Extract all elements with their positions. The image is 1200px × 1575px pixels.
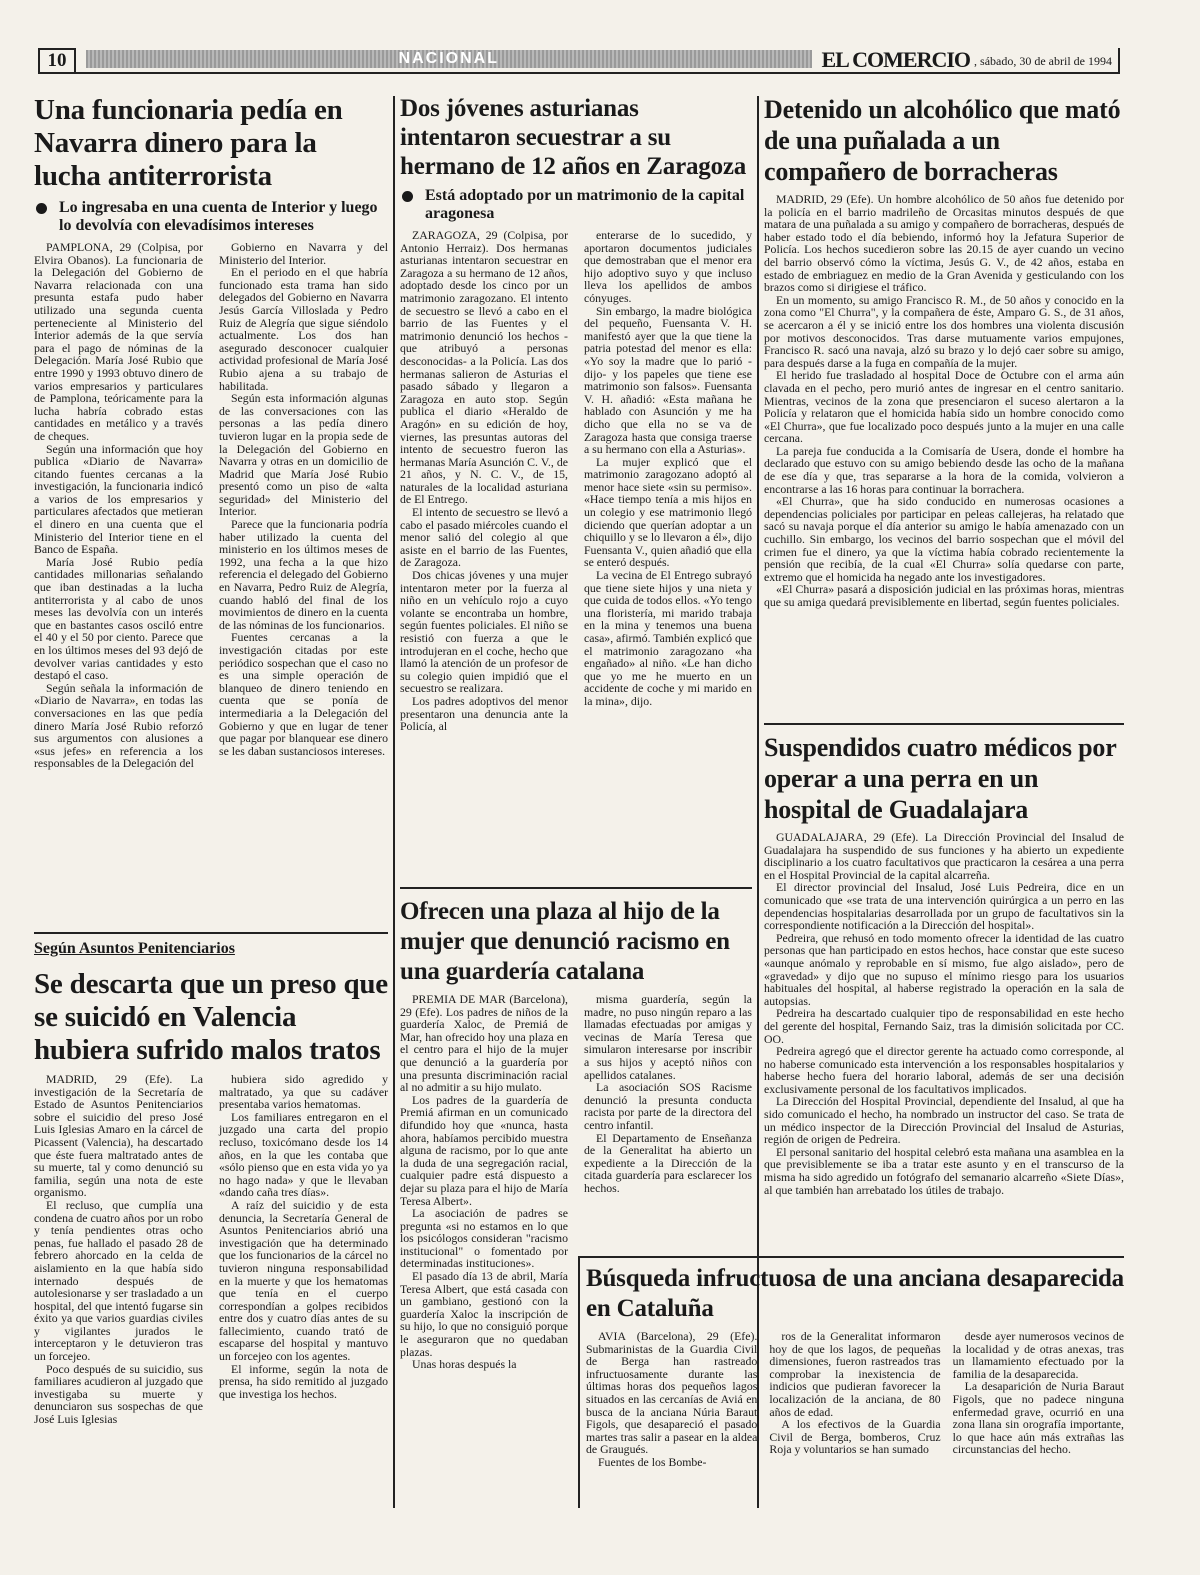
headline: Búsqueda infructuosa de una anciana desaparecida en Cataluña bbox=[586, 1265, 1124, 1322]
paragraph: El personal sanitario del hospital celebró esta mañana una asamblea en la que previsiblemente se iba a tratar este asunto y en el transcurso de la misma ha sido agredido un fotógrafo del semanario alcarreño «Siete Días», al que también han arrebatado los útiles de trabajo. bbox=[764, 1144, 1124, 1197]
paragraph: La mujer explicó que el matrimonio zaragozano adoptó al menor hace siete «sin su permiso». «Hace tiempo tenía a mis hijos en un colegio y ese matrimonio llegó diciendo que querían adoptar a un chiquillo y se lo llevaron a él», dijo Fuensanta V., quien añadió que ella se enteró después. bbox=[584, 454, 752, 570]
paragraph: MADRID, 29 (Efe). La investigación de la Secretaría de Estado de Asuntos Penitenciarios sobre el suicidio del preso José Luis Iglesias Amaro en la cárcel de Picassent (Valencia), ha descartado que éste fuera maltratado antes de su muerte, tal y como denunció su familia, según una nota de este organismo. bbox=[34, 1072, 203, 1200]
paragraph: Dos chicas jóvenes y una mujer intentaron meter por la fuerza al niño en un vehículo rojo a cuyo volante se encontraba un hombre, según fuentes policiales. El niño se resistió con fuerza a que le introdujeran en el coche, hecho que llamó la atención de un profesor de su colegio quien impidió que el secuestro se realizara. bbox=[400, 568, 568, 696]
paragraph: ZARAGOZA, 29 (Colpisa, por Antonio Herraiz). Dos hermanas asturianas intentaron secuestrar en Zaragoza a su hermano de 12 años, adoptado desde los cinco por un matrimonio zaragozano. El intento de secuestro se llevó a cabo en el barrio de las Fuentes y el matrimonio denunció los hechos -que atribuyó a personas desconocidas- a la Policía. Las dos hermanas salieron de Asturias el pasado sábado y llegaron a Zaragoza en auto stop. Según publica el diario «Heraldo de Aragón» en su edición de hoy, viernes, las presuntas autoras del intento de secuestro fueron las hermanas María Asunción C. V., de 21 años, y N. C. V., de 15, naturales de la localidad asturiana de El Entrego. bbox=[400, 228, 568, 507]
paragraph: El Departamento de Enseñanza de la Generalitat ha abierto un expediente a la Dirección de la citada guardería para esclarecer los hechos. bbox=[584, 1130, 752, 1195]
paragraph: La vecina de El Entrego subrayó que tiene siete hijos y una nieta y que cuida de todos ellos. «Yo tengo una floristería, mi marido trabaja en la mina y tenemos una buena casa», afirmó. También explicó que el matrimonio zaragozano «ha engañado» al niño. «Le han dicho que yo me he muerto en un accidente de coche y mi marido en la mina», dijo. bbox=[584, 568, 752, 708]
section-rule bbox=[764, 723, 1124, 725]
paragraph: La asociación SOS Racisme denunció la presunta conducta racista por parte de la directora del centro infantil. bbox=[584, 1080, 752, 1132]
page-number: 10 bbox=[38, 48, 76, 72]
paragraph: Poco después de su suicidio, sus familiares acudieron al juzgado que investigaba su muerte y denunciaron sus sospechas de que José Luis Iglesias bbox=[34, 1361, 203, 1427]
section-banner: NACIONAL bbox=[86, 50, 812, 68]
paragraph: ros de la Generalitat informaron hoy de que los lagos, de pequeñas dimensiones, fueron rastreados tras comprobar la inexistencia de indicios que pudieran favorecer la localización de la anciana, de 80 años de edad. bbox=[769, 1329, 941, 1419]
article-preso bbox=[34, 940, 388, 1426]
paragraph: Según una información que hoy publica «Diario de Navarra» citando fuentes cercanas a la investigación, la funcionaria indicó a varios de los empresarios y particulares afectados que metieran el dinero en una cuenta que el Ministerio del Interior tiene en el Banco de España. bbox=[34, 441, 203, 557]
paragraph: El informe, según la nota de prensa, ha sido remitido al juzgado que investiga los hechos. bbox=[219, 1361, 388, 1401]
paragraph: PREMIA DE MAR (Barcelona), 29 (Efe). Los padres de niños de la guardería Xaloc, de Premiá de Mar, han ofrecido hoy una plaza en el centro para el hijo de la mujer que denunció a la guardería por una presunta discriminación racial al no admitir a su hijo mulato. bbox=[400, 992, 568, 1095]
paragraph: La pareja fue conducida a la Comisaría de Usera, donde el hombre ha declarado que estuvo con su amigo bebiendo desde las ocho de la mañana de ese día y que, tras separarse a la hora de la comida, volvieron a encontrarse a las 16 horas para continuar la borrachera. bbox=[764, 443, 1124, 496]
paragraph: GUADALAJARA, 29 (Efe). La Dirección Provincial del Insalud de Guadalajara ha suspendido de sus funciones y ha abierto un expediente disciplinario a los cuatro facultativos que practicaron la cesárea a una perra en el Hospital Provincial de la capital alcarreña. bbox=[764, 830, 1124, 882]
subheadline bbox=[34, 199, 388, 235]
paragraph: Según esta información algunas de las conversaciones con las personas a las pedía dinero tuvieron lugar en la propia sede de la Delegación del Gobierno en Navarra y otras en un domicilio de Madrid que María José Rubio presentó como un piso de «alta seguridad» del Ministerio del Interior. bbox=[219, 391, 388, 519]
paragraph: En el periodo en el que habría funcionado esta trama han sido delegados del Gobierno en Navarra Jesús García Villoslada y Pedro Ruiz de Alegría que sigue siéndolo actualmente. Los dos han asegurado desconocer cualquier actividad profesional de María José Rubio ajena a su trabajo de habilitada. bbox=[219, 265, 388, 393]
paragraph: Los padres adoptivos del menor presentaron una denuncia ante la Policía, al bbox=[400, 693, 568, 734]
paragraph: enterarse de lo sucedido, y aportaron documentos judiciales que demostraban que el menor era hijo adoptivo suyo y que incluso lleva los apellidos de ambos cónyuges. bbox=[584, 228, 752, 305]
paragraph: AVIA (Barcelona), 29 (Efe). Submarinistas de la Guardia Civil de Berga han rastreado infructuosamente durante las últimas horas dos pequeños lagos situados en las cercanías de Aviá en busca de la anciana Núria Baraut Figols, que desapareció el pasado martes tras salir a pasear en la aldea de Graugués. bbox=[586, 1329, 758, 1457]
kicker: Según Asuntos Penitenciarios bbox=[34, 940, 235, 957]
paragraph: María José Rubio pedía cantidades millonarias señalando que iban destinadas a la lucha antiterrorista y al cabo de unos meses las devolvía con un interés que en bastantes casos osciló entre el 40 y el 50 por ciento. Parece que en los últimos meses del 93 dejó de devolver varias cantidades y esto destapó el caso. bbox=[34, 554, 203, 683]
paragraph: Pedreira agregó que el director gerente ha actuado como corresponde, al no haberse comunicado esta intervención a los responsables hospitalarios y haberse hecho fuera del horario laboral, además de ser una decisión exclusivamente personal de los facultativos implicados. bbox=[764, 1044, 1124, 1096]
paragraph: El director provincial del Insalud, José Luis Pedreira, dice en un comunicado que «se trata de una intervención quirúrgica a un perro en las dependencias hospitalarias desarrollada por un grupo de facultativos sin la correspondiente notificación a la Dirección del hospital». bbox=[764, 880, 1124, 933]
paragraph: Según señala la información de «Diario de Navarra», en todas las conversaciones en las que pedía dinero María José Rubio reforzó sus argumentos con alusiones a «sus jefes» en referencia a los responsables de la Delegación del bbox=[34, 680, 203, 771]
masthead bbox=[38, 48, 1120, 74]
headline: Se descarta que un preso que se suicidó en Valencia hubiera sufrido malos tratos bbox=[34, 968, 388, 1066]
headline: Ofrecen una plaza al hijo de la mujer que denunció racismo en una guardería catalana bbox=[400, 898, 730, 985]
paragraph: Unas horas después la bbox=[412, 1357, 517, 1372]
paragraph: Fuentes cercanas a la investigación citadas por este periódico sospechan que el caso no es una simple operación de blanqueo de dinero teniendo en cuenta que se ponía de intermediaria a la Delegación del Gobierno y que en lugar de tener que pagar por blanquear ese dinero se les daban sustanciosos intereses. bbox=[219, 630, 388, 758]
paragraph: El intento de secuestro se llevó a cabo el pasado miércoles cuando el menor salió del colegio al que asiste en el barrio de las Fuentes, de Zaragoza. bbox=[400, 505, 568, 570]
paragraph: Los padres de la guardería de Premiá afirman en un comunicado difundido hoy que «nunca, hasta ahora, habíamos percibido muestra alguna de racismo, por lo que ante la duda de una segregación racial, cualquier padre está dispuesto a dejar su plaza para el hijo de María Teresa Albert». bbox=[400, 1092, 568, 1208]
paragraph: Pedreira ha descartado cualquier tipo de responsabilidad en este hecho del gerente del hospital, Fernando Saiz, tras la dimisión solicitada por CC. OO. bbox=[764, 1006, 1124, 1046]
paragraph: El pasado día 13 de abril, María Teresa Albert, que está casada con un gambiano, gestionó con la guardería Xaloc la inscripción de su hijo, lo que no consiguió porque le aseguraron que no quedaban plazas. bbox=[400, 1269, 568, 1359]
paragraph: La desaparición de Nuria Baraut Figols, que no padece ninguna enfermedad grave, ocurrió en una zona llana sin orografía importante, lo que hace aún más extrañas las circunstancias del hecho. bbox=[952, 1379, 1124, 1457]
paragraph: Sin embargo, la madre biológica del pequeño, Fuensanta V. H. manifestó ayer que la que tiene la patria potestad del menor es ella: «Yo soy la madre que lo parió -dijo- y los papeles que tiene ese matrimonio son falsos». Fuensanta V. H. añadió: «Esta mañana he hablado con Asunción y me ha dicho que ella no se va de Zaragoza hasta que consiga traerse a su hermano con ella a Asturias». bbox=[584, 303, 752, 457]
paragraph: Parece que la funcionaria podría haber utilizado la cuenta del ministerio en los últimos meses de 1992, una fecha a la que hizo referencia el delegado del Gobierno en Navarra, Pedro Ruiz de Alegría, cuando habló del final de los movimientos de dinero en la cuenta de las nóminas de los funcionarios. bbox=[219, 517, 388, 632]
subheadline-text: Lo ingresaba en una cuenta de Interior y luego lo devolvía con elevadísimos intereses bbox=[59, 199, 378, 234]
article-funcionaria bbox=[34, 94, 388, 906]
bullet-icon bbox=[402, 191, 413, 202]
column-rule bbox=[393, 96, 395, 1508]
paragraph: «El Churra» pasará a disposición judicial en las próximas horas, mientras que su amiga quedará previsiblemente en libertad, según fuentes policiales. bbox=[764, 582, 1124, 609]
bullet-icon bbox=[36, 203, 47, 214]
paragraph: El recluso, que cumplía una condena de cuatro años por un robo y tenía pendientes otras ocho penas, fue hallado el pasado 28 de febrero ahorcado en la celda de aislamiento en la que había sido internado después de autolesionarse y ser trasladado a un hospital, del que intentó fugarse sin éxito ya que varios guardias civiles y vigilantes jurados le interceptaron y le detuvieron tras un forcejeo. bbox=[34, 1197, 203, 1364]
paragraph: PAMPLONA, 29 (Colpisa, por Elvira Obanos). La funcionaria de la Delegación del Gobierno de Navarra relacionada con una presunta estafa pudo haber utilizado una segunda cuenta perteneciente al Ministerio del Interior además de la que servía para el pago de nóminas de la Delegación. María José Rubio que entre 1990 y 1993 obtuvo dinero de varios empresarios y particulares de Pamplona, teóricamente para la lucha habría cobrado estas cantidades en metálico y a través de cheques. bbox=[34, 240, 203, 443]
headline: Dos jóvenes asturianas intentaron secuestrar a su hermano de 12 años en Zaragoza bbox=[400, 95, 747, 180]
paragraph: hubiera sido agredido y maltratado, ya que su cadáver presentaba varios hematomas. bbox=[219, 1072, 388, 1112]
paragraph: misma guardería, según la madre, no puso ningún reparo a las llamadas efectuadas por amigas y vecinas de María Teresa que simularon interesarse por inscribir a sus hijos y aceptó niños con apellidos catalanes. bbox=[584, 992, 752, 1082]
newspaper-name: EL COMERCIO bbox=[821, 47, 971, 72]
paragraph: Fuentes de los Bombe- bbox=[598, 1454, 707, 1469]
paragraph: A los efectivos de la Guardia Civil de Berga, bomberos, Cruz Roja y voluntarios se han sumado bbox=[769, 1417, 941, 1457]
subheadline-text: Está adoptado por un matrimonio de la capital aragonesa bbox=[425, 187, 745, 222]
paragraph: El herido fue trasladado al hospital Doce de Octubre con el arma aún clavada en el pecho, pero murió antes de ingresar en el centro sanitario. Mientras, vecinos de la zona que presenciaron el suceso alertaron a la Policía y relataron que el homicida había sido un hombre conocido como «El Churra», que fue localizado poco después junto a la mujer en una calle cercana. bbox=[764, 368, 1124, 446]
paragraph: Gobierno en Navarra y del Ministerio del Interior. bbox=[219, 240, 388, 267]
paragraph: En un momento, su amigo Francisco R. M., de 50 años y conocido en la zona como "El Churra", y la compañera de éste, Amparo G. S., de 31 años, se acercaron a él y se inició entre los dos hombres una violenta discusión por motivos desconocidos. Tras darse mutuamente varios empujones, Francisco R. sacó una navaja, alzó su brazo y lo dejó caer sobre su amigo, para después darse a la fuga en compañía de la mujer. bbox=[764, 292, 1124, 370]
headline: Detenido un alcohólico que mató de una puñalada a un compañero de borracheras bbox=[764, 95, 1121, 186]
article-perra bbox=[764, 732, 1124, 1196]
subheadline bbox=[400, 187, 752, 223]
headline: Una funcionaria pedía en Navarra dinero para la lucha antiterrorista bbox=[34, 94, 343, 192]
article-anciana bbox=[586, 1264, 1124, 1469]
section-rule bbox=[400, 887, 752, 889]
issue-date: , sábado, 30 de abril de 1994 bbox=[970, 48, 1120, 72]
paragraph: A raíz del suicidio y de esta denuncia, la Secretaría General de Asuntos Penitenciarios abrió una investigación que ha determinado que los funcionarios de la cárcel no tuvieron ninguna responsabilidad en la muerte y que los hematomas que tenía en el cuerpo correspondían a golpes recibidos entre dos y cuatro días antes de su fallecimiento, cuando trató de escaparse del hospital y mantuvo un forcejeo con los agentes. bbox=[219, 1197, 388, 1364]
headline: Suspendidos cuatro médicos por operar a una perra en un hospital de Guadalajara bbox=[764, 733, 1117, 824]
section-rule bbox=[34, 932, 388, 934]
paragraph: «El Churra», que ha sido conducido en numerosas ocasiones a dependencias policiales por participar en peleas callejeras, ha relatado que sacó su navaja porque el día anterior su amigo le había amenazado con un cuchillo. Sin embargo, los vecinos del barrio sospechan que el móvil del crimen fue el dinero, ya que la víctima había cobrado recientemente la pensión que recibía, de la cual «El Churra» solía quedarse con parte, extremo que el homicida ha negado ante los investigadores. bbox=[764, 494, 1124, 584]
paragraph: MADRID, 29 (Efe). Un hombre alcohólico de 50 años fue detenido por la policía en el barrio madrileño de Orcasitas minutos después de que matara de una puñalada a su amigo y compañero de borracheras, después de haber estado todo el día bebiendo, informó hoy la Jefatura Superior de Policía. Los hechos sucedieron sobre las 20.15 de ayer cuando un vecino del barrio observó cómo la víctima, Jesús G. V., de 42 años, estaba en estado de embriaguez en medio de la Gran Avenida y gesticulando con los brazos como si dirigiese el tráfico. bbox=[764, 192, 1124, 295]
article-alcoholico bbox=[764, 94, 1124, 609]
paragraph: desde ayer numerosos vecinos de la localidad y de otras anexas, tras un llamamiento efectuado por la familia de la desaparecida. bbox=[952, 1329, 1124, 1381]
paragraph: Los familiares entregaron en el juzgado una carta del propio recluso, toxicómano desde los 14 años, en la que les contaba que «sólo pienso que en esta vida yo ya no hago nada» y que le llevaban «dando caña tres días». bbox=[219, 1109, 388, 1200]
paragraph: Pedreira, que rehusó en todo momento ofrecer la identidad de las cuatro personas que han participado en estos hechos, hace constar que este suceso «aunque anómalo y reprobable en sí mismo, fue algo aislado», pero de «gravedad» y dijo que no supuso el mínimo riesgo para los usuarios habituales del hospital, al haberse registrado la operación en la sala de autopsias. bbox=[764, 930, 1124, 1008]
paragraph: La asociación de padres se pregunta «si no estamos en lo que los psicólogos consideran "racismo institucional" o fomentado por determinadas instituciones». bbox=[400, 1206, 568, 1271]
paragraph: La Dirección del Hospital Provincial, dependiente del Insalud, al que ha sido comunicado el hecho, ha nombrado un instructor del caso. Se trata de un médico inspector de la Dirección Provincial del Insalud de Asturias, región de origen de Pedreira. bbox=[764, 1094, 1124, 1147]
article-zaragoza bbox=[400, 94, 752, 733]
